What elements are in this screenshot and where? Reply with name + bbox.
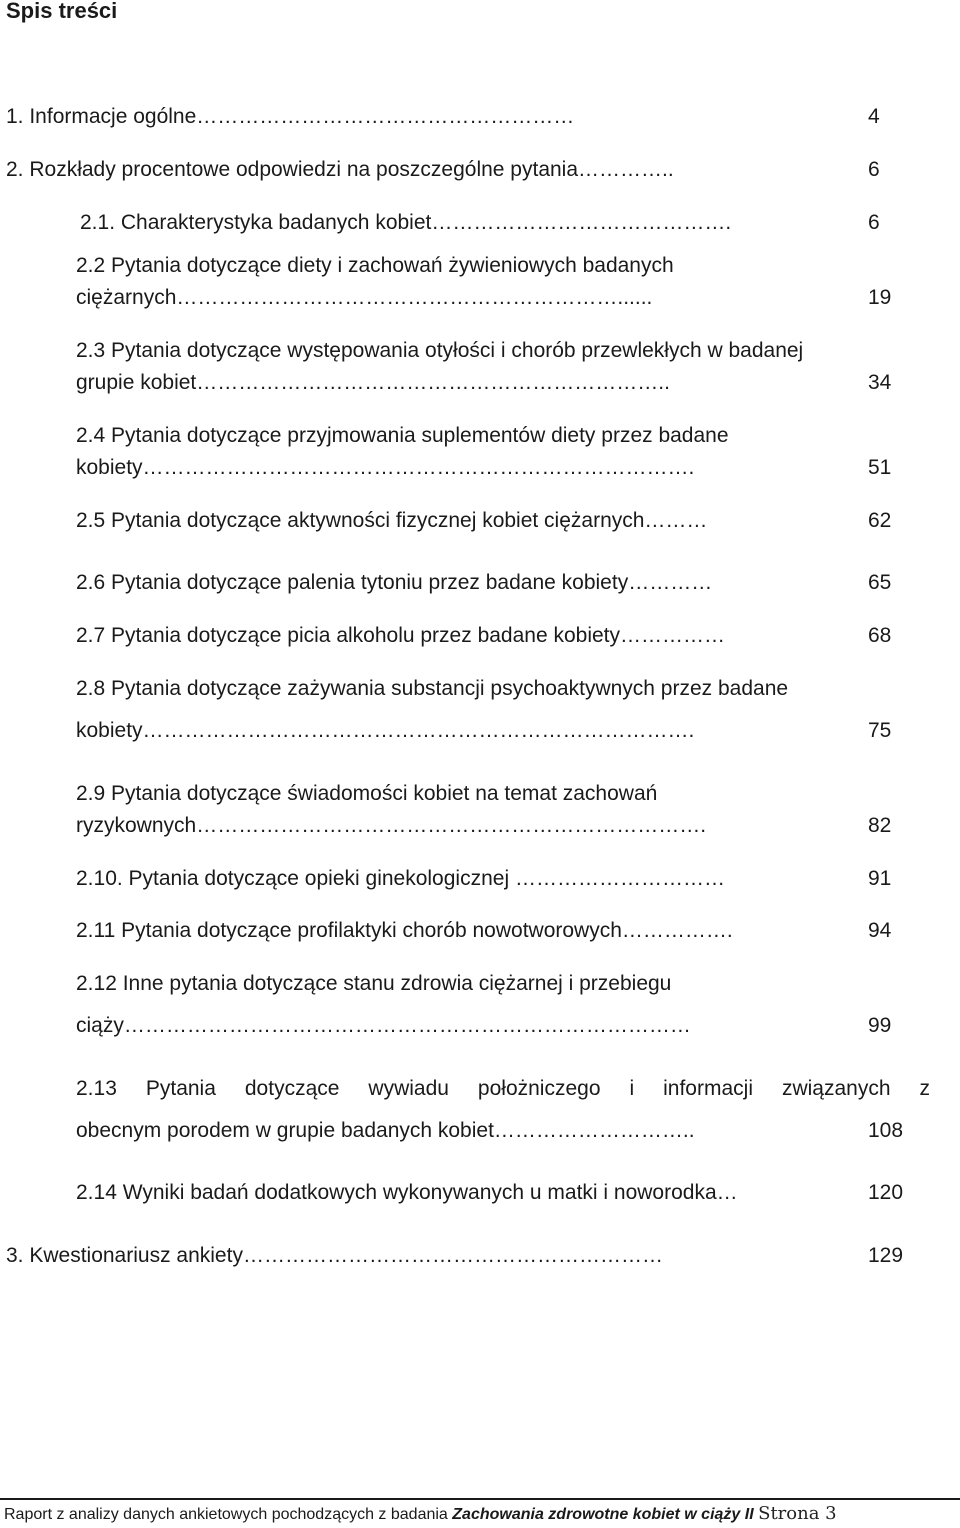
toc-entry-text: 2.9 Pytania dotyczące świadomości kobiet na temat zachowań [76,782,658,805]
toc-entry-text: 2.13 Pytania dotyczące wywiadu położniczego i informacji związanych z [76,1077,930,1100]
toc-entry-text: 2.12 Inne pytania dotyczące stanu zdrowia ciężarnej i przebiegu [76,972,672,995]
toc-page-number: 62 [868,509,892,532]
footer-text: Raport z analizy danych ankietowych pochodzących z badania [4,1506,453,1523]
toc-entry-1[interactable] [6,105,574,129]
toc-entry-text: 1. Informacje ogólne……………………………………………… [6,105,575,128]
toc-entry-text: 2.11 Pytania dotyczące profilaktyki chorób nowotworowych……………. [76,919,733,942]
toc-entry-2-12[interactable] [76,972,691,1037]
toc-entry-text: 2.5 Pytania dotyczące aktywności fizycznej kobiet ciężarnych……… [76,509,708,532]
toc-heading: Spis treści [6,0,118,23]
toc-entry-2-9[interactable] [76,782,707,837]
toc-page-number: 120 [868,1181,904,1204]
toc-page-number: 68 [868,624,892,647]
toc-entry-text: 2.8 Pytania dotyczące zażywania substancji psychoaktywnych przez badane [76,677,789,700]
toc-entry-text-continued: ryzykownych………………………………………………………………. [76,814,707,837]
toc-page-number: 34 [868,371,892,394]
toc-entry-2-14[interactable] [76,1181,738,1205]
footer-page-label: Strona 3 [758,1503,837,1524]
toc-page-number: 65 [868,571,892,594]
toc-page-number: 6 [868,211,880,234]
toc-page-number: 19 [868,286,892,309]
toc-entry-text: 2.14 Wyniki badań dodatkowych wykonywanych u matki i noworodka… [76,1181,738,1204]
toc-entry-text-continued: grupie kobiet………………………………………………………….. [76,371,670,394]
toc-entry-2-8[interactable] [76,677,789,742]
toc-entry-2-5[interactable] [76,509,707,533]
toc-page-number: 4 [868,105,880,128]
footer-divider [0,1498,960,1500]
toc-entry-text-continued: obecnym porodem w grupie badanych kobiet……………………….. [76,1119,695,1142]
toc-page-number: 91 [868,867,892,890]
toc-entry-2-6[interactable] [76,571,712,595]
toc-page-number: 75 [868,719,892,742]
toc-entry-text: 2.4 Pytania dotyczące przyjmowania suplementów diety przez badane [76,424,729,447]
toc-entry-text: 2.3 Pytania dotyczące występowania otyłości i chorób przewlekłych w badanej [76,339,804,362]
toc-entry-2-10[interactable] [76,867,725,891]
toc-entry-2-2[interactable] [76,254,674,309]
toc-page-number: 108 [868,1119,904,1142]
page-footer [4,1502,837,1527]
toc-entry-text-continued: kobiety……………………………………………………………………. [76,719,695,742]
toc-entry-2-1[interactable] [80,211,731,235]
toc-entry-2[interactable] [6,158,674,182]
toc-entry-text: 2.10. Pytania dotyczące opieki ginekologicznej ………………………… [76,867,725,890]
toc-page-number: 6 [868,158,880,181]
toc-entry-2-3[interactable] [76,339,804,394]
toc-entry-text: 3. Kwestionariusz ankiety…………………………………………………… [6,1244,663,1267]
footer-report-title: Zachowania zdrowotne kobiet w ciąży II [452,1506,754,1523]
toc-entry-text: 2.2 Pytania dotyczące diety i zachowań żywieniowych badanych [76,254,674,277]
toc-entry-text: 2.1. Charakterystyka badanych kobiet……………………………………. [80,211,732,234]
toc-entry-text-continued: kobiety……………………………………………………………………. [76,456,695,479]
toc-entry-text-continued: ciąży……………………………………………………………………… [76,1014,691,1037]
toc-entry-2-7[interactable] [76,624,725,648]
toc-page-number: 94 [868,919,892,942]
toc-page-number: 129 [868,1244,904,1267]
toc-page-number: 82 [868,814,892,837]
toc-entry-text: 2.6 Pytania dotyczące palenia tytoniu przez badane kobiety………… [76,571,713,594]
toc-entry-text-continued: ciężarnych………………………………………………………...... [76,286,653,309]
toc-entry-2-11[interactable] [76,919,733,943]
toc-page-number: 51 [868,456,892,479]
toc-entry-text: 2.7 Pytania dotyczące picia alkoholu przez badane kobiety…………… [76,624,726,647]
toc-page-number: 99 [868,1014,892,1037]
toc-entry-text: 2. Rozkłady procentowe odpowiedzi na poszczególne pytania………….. [6,158,674,181]
toc-entry-2-4[interactable] [76,424,729,479]
toc-entry-3[interactable] [6,1244,663,1268]
